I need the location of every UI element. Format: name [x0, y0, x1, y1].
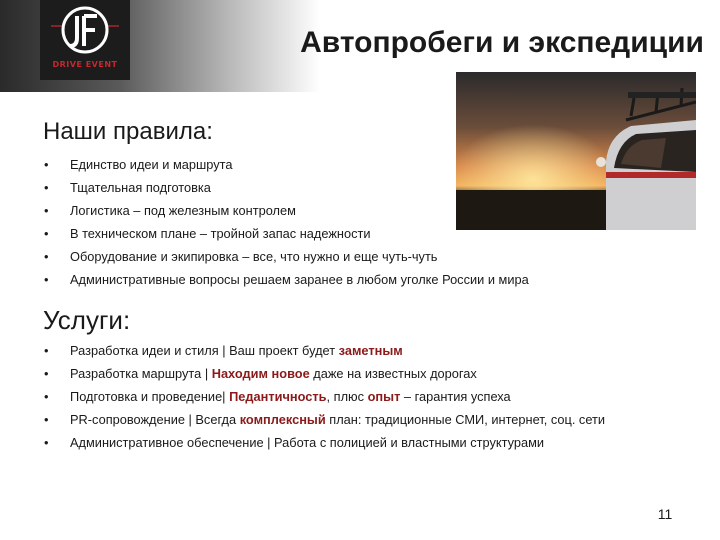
list-item: • Административное обеспечение | Работа с полицией и властными структурами	[44, 431, 605, 454]
bullet-icon: •	[44, 272, 49, 287]
list-item: • Подготовка и проведение| Педантичность, плюс опыт – гарантия успеха	[44, 385, 605, 408]
list-item: • PR-сопровождение | Всегда комплексный план: традиционные СМИ, интернет, соц. сети	[44, 408, 605, 431]
page-title: Автопробеги и экспедиции	[300, 26, 704, 59]
list-item: • Оборудование и экипировка – все, что нужно и еще чуть-чуть	[44, 245, 529, 268]
bullet-icon: •	[44, 157, 49, 172]
list-item: • Единство идеи и маршрута	[44, 153, 529, 176]
page-number: 11	[657, 506, 673, 522]
list-item: • Разработка маршрута | Находим новое даже на известных дорогах	[44, 362, 605, 385]
list-item: • Тщательная подготовка	[44, 176, 529, 199]
bullet-icon: •	[44, 389, 49, 404]
bullet-icon: •	[44, 203, 49, 218]
list-item: • Разработка идеи и стиля | Ваш проект будет заметным	[44, 339, 605, 362]
list-item: • Административные вопросы решаем заранее в любом уголке России и мира	[44, 268, 529, 291]
bullet-icon: •	[44, 366, 49, 381]
logo-text: DRIVE EVENT	[52, 60, 118, 69]
bullet-icon: •	[44, 249, 49, 264]
rules-list	[44, 153, 529, 291]
list-item: • В техническом плане – тройной запас надежности	[44, 222, 529, 245]
rules-heading: Наши правила:	[43, 118, 213, 145]
bullet-icon: •	[44, 435, 49, 450]
logo-mark-icon	[51, 4, 119, 60]
bullet-icon: •	[44, 343, 49, 358]
logo	[40, 0, 130, 80]
services-list	[44, 339, 605, 454]
bullet-icon: •	[44, 226, 49, 241]
services-heading: Услуги:	[43, 305, 131, 335]
bullet-icon: •	[44, 412, 49, 427]
bullet-icon: •	[44, 180, 49, 195]
list-item: • Логистика – под железным контролем	[44, 199, 529, 222]
